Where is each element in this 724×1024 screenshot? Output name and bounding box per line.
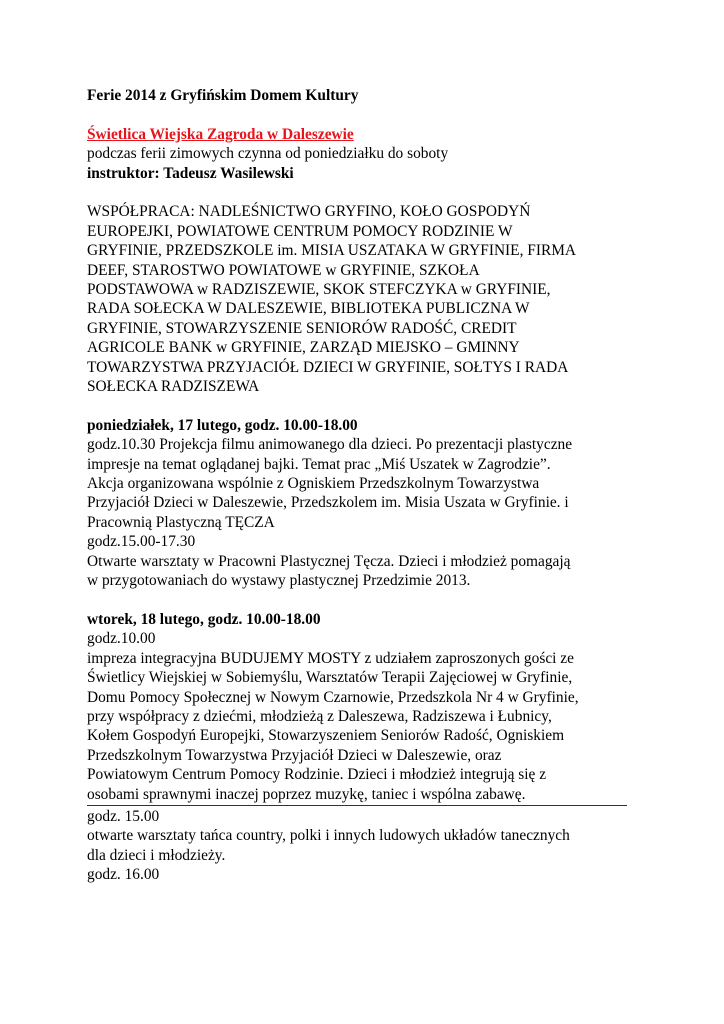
cooperation-line: WSPÓŁPRACA: NADLEŚNICTWO GRYFINO, KOŁO GOSPODYŃ — [87, 203, 531, 221]
horizontal-divider — [87, 805, 627, 806]
tuesday-line: godz. 15.00 — [87, 807, 160, 825]
tuesday-line: Świetlicy Wiejskiej w Sobiemyślu, Warsztatów Terapii Zajęciowej w Gryfinie, — [87, 669, 573, 687]
monday-line: Otwarte warsztaty w Pracowni Plastycznej Tęcza. Dzieci i młodzież pomagają — [87, 552, 571, 570]
cooperation-line: SOŁECKA RADZISZEWA — [87, 378, 260, 396]
tuesday-line: godz. 16.00 — [87, 866, 160, 884]
monday-line: impresje na temat oglądanej bajki. Temat prac „Miś Uszatek w Zagrodzie”. — [87, 455, 551, 473]
spacer — [87, 396, 647, 415]
monday-line: godz.15.00-17.30 — [87, 533, 196, 551]
cooperation-line: TOWARZYSTWA PRZYJACIÓŁ DZIECI W GRYFINIE, SOŁTYS I RADA — [87, 358, 569, 376]
tuesday-heading: wtorek, 18 lutego, godz. 10.00-18.00 — [87, 610, 321, 628]
monday-line: Przyjaciół Dzieci w Daleszewie, Przedszkolem im. Misia Uszata w Gryfinie. i — [87, 494, 569, 512]
tuesday-line: Powiatowym Centrum Pomocy Rodzinie. Dzieci i młodzież integrują się z — [87, 766, 547, 784]
tuesday-section — [87, 610, 647, 885]
cooperation-line: AGRICOLE BANK w GRYFINIE, ZARZĄD MIEJSKO – GMINNY — [87, 339, 520, 357]
cooperation-line: DEEF, STAROSTWO POWIATOWE w GRYFINIE, SZKOŁA — [87, 261, 480, 279]
tuesday-line: otwarte warsztaty tańca country, polki i innych ludowych układów tanecznych — [87, 827, 570, 845]
tuesday-line: osobami sprawnymi inaczej poprzez muzykę, taniec i wspólna zabawę. — [87, 785, 526, 803]
spacer — [87, 183, 647, 202]
monday-heading: poniedziałek, 17 lutego, godz. 10.00-18.00 — [87, 416, 358, 434]
document-title: Ferie 2014 z Gryfińskim Domem Kultury — [87, 87, 359, 104]
monday-line: godz.10.30 Projekcja filmu animowanego dla dzieci. Po prezentacji plastyczne — [87, 436, 573, 454]
spacer — [87, 105, 647, 124]
instructor-line: instruktor: Tadeusz Wasilewski — [87, 164, 294, 182]
tuesday-line: dla dzieci i młodzieży. — [87, 846, 226, 864]
monday-line: Akcja organizowana wspólnie z Ogniskiem Przedszkolnym Towarzystwa — [87, 475, 540, 493]
monday-line: w przygotowaniach do wystawy plastycznej Przedzimie 2013. — [87, 572, 471, 590]
document-body — [87, 86, 647, 885]
cooperation-line: PODSTAWOWA w RADZISZEWIE, SKOK STEFCZYKA w GRYFINIE, — [87, 281, 551, 299]
tuesday-line: przy współpracy z dziećmi, młodzieżą z Daleszewa, Radziszewa i Łubnicy, — [87, 707, 552, 725]
spacer — [87, 591, 647, 610]
venue-heading: Świetlica Wiejska Zagroda w Daleszewie — [87, 125, 354, 143]
cooperation-line: RADA SOŁECKA W DALESZEWIE, BIBLIOTEKA PUBLICZNA W — [87, 300, 530, 318]
monday-section — [87, 416, 647, 591]
cooperation-block — [87, 202, 647, 396]
tuesday-line: Kołem Gospodyń Europejki, Stowarzyszeniem Seniorów Radość, Ogniskiem — [87, 727, 565, 745]
hours-note: podczas ferii zimowych czynna od poniedziałku do soboty — [87, 145, 449, 163]
cooperation-line: GRYFINIE, PRZEDSZKOLE im. MISIA USZATAKA W GRYFINIE, FIRMA — [87, 242, 577, 260]
tuesday-line: Przedszkolnym Towarzystwa Przyjaciół Dzieci w Daleszewie, oraz — [87, 746, 502, 764]
monday-line: Pracownią Plastyczną TĘCZA — [87, 513, 275, 531]
cooperation-line: GRYFINIE, STOWARZYSZENIE SENIORÓW RADOŚĆ, CREDIT — [87, 319, 517, 337]
tuesday-line: godz.10.00 — [87, 630, 156, 648]
cooperation-line: EUROPEJKI, POWIATOWE CENTRUM POMOCY RODZINIE W — [87, 222, 513, 240]
tuesday-line: Domu Pomocy Społecznej w Nowym Czarnowie, Przedszkola Nr 4 w Gryfinie, — [87, 688, 579, 706]
tuesday-line: impreza integracyjna BUDUJEMY MOSTY z udziałem zaproszonych gości ze — [87, 649, 574, 667]
